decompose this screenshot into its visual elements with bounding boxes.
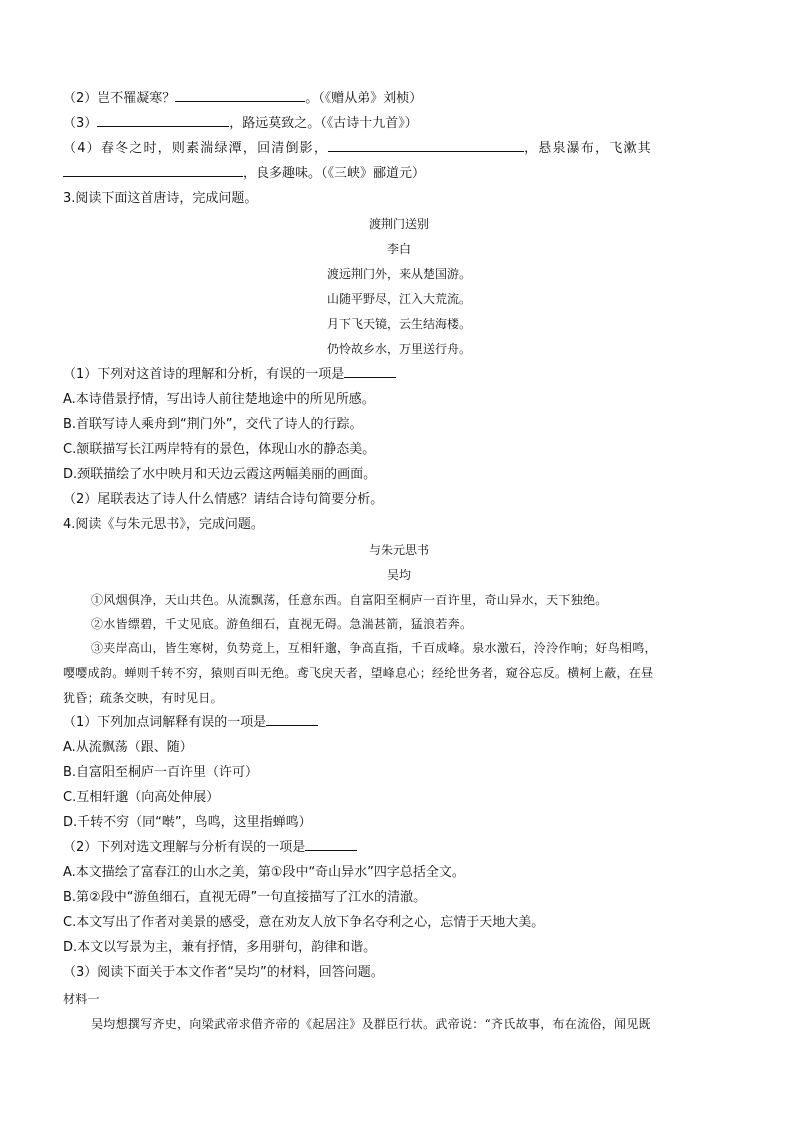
option-c: C.颔联描写长江两岸特有的景色，体现山水的静态美。 [63,442,376,457]
poem-line: 月下飞天镜，云生结海楼。 [326,317,471,331]
option-c: C.互相轩邈（向高处伸展） [63,790,220,805]
question-text: ，路远莫致之。（《古诗十九首》） [229,116,418,131]
sub-question-1 [63,365,735,385]
sub-question-2 [63,838,735,858]
option-b: B.首联写诗人乘舟到“荆门外”，交代了诗人的行踪。 [63,417,363,432]
question-text: （2）下列对选文理解与分析有误的一项是 [63,840,306,855]
material-label: 材料一 [63,992,100,1006]
sub-question-2: （2）尾联表达了诗人什么情感？请结合诗句简要分析。 [63,492,384,507]
option-d: D.千转不穷（同“啭”，鸟鸣，这里指蝉鸣） [63,815,312,830]
poem-author: 李白 [386,242,411,256]
question-text: （4）春冬之时，则素湍绿潭，回清倒影， [63,141,329,156]
essay-author: 吴均 [386,568,411,582]
question-text: （1）下列加点词解释有误的一项是 [63,715,267,730]
sub-question-1 [63,713,735,733]
essay-paragraph-3-cont: 嘤嘤成韵。蝉则千转不穷，猿则百叫无绝。鸢飞戾天者，望峰息心；经纶世务者，窥谷忘反。横柯上蔽，在昼 [63,666,654,680]
question-text: （1）下列对这首诗的理解和分析，有误的一项是 [63,367,345,382]
answer-blank[interactable] [344,365,396,378]
material-text: 吴均想撰写齐史，向梁武帝求借齐帝的《起居注》及群臣行状。武帝说：“齐氏故事，布在流俗，闻见既 [91,1017,651,1031]
question-4-intro: 4.阅读《与朱元思书》，完成问题。 [63,517,264,532]
essay-title: 与朱元思书 [368,543,429,557]
question-text: 。（《赠从弟》刘桢） [305,91,423,106]
answer-blank[interactable] [175,89,305,102]
option-c: C.本文写出了作者对美景的感受，意在劝友人放下争名夺利之心，忘情于天地大美。 [63,915,545,930]
poem-title: 渡荆门送别 [368,217,429,231]
poem-line: 渡远荆门外，来从楚国游。 [326,267,471,281]
sub-question-3: （3）阅读下面关于本文作者“吴均”的材料，回答问题。 [63,965,384,980]
answer-blank[interactable] [328,139,524,152]
option-a: A.本文描绘了富春江的山水之美，第①段中“奇山异水”四字总括全文。 [63,865,465,880]
option-d: D.本文以写景为主，兼有抒情，多用骈句，韵律和谐。 [63,940,377,955]
question-3-line [63,114,735,134]
option-b: B.第②段中“游鱼细石，直视无碍”一句直接描写了江水的清澈。 [63,890,427,905]
option-a: A.从流飘荡（跟、随） [63,740,193,755]
question-text: （2）岂不罹凝寒？ [63,91,176,106]
answer-blank[interactable] [63,164,243,177]
question-2-line [63,89,735,109]
answer-blank[interactable] [305,838,357,851]
question-4-line-cont [63,164,735,184]
poem-line: 山随平野尽，江入大荒流。 [326,292,471,306]
question-text: ，良多趣味。（《三峡》郦道元） [243,166,426,181]
essay-paragraph-1: ①风烟俱净，天山共色。从流飘荡，任意东西。自富阳至桐庐一百许里，奇山异水，天下独绝。 [91,593,608,607]
essay-paragraph-3-cont: 犹昏；疏条交映，有时见日。 [63,691,223,705]
poem-line: 仍怜故乡水，万里送行舟。 [326,342,471,356]
question-3-intro: 3.阅读下面这首唐诗，完成问题。 [63,191,258,206]
option-a: A.本诗借景抒情，写出诗人前往楚地途中的所见所感。 [63,392,375,407]
answer-blank[interactable] [266,713,318,726]
option-b: B.自富阳至桐庐一百许里（许可） [63,765,259,780]
question-4-line [63,139,735,159]
essay-paragraph-3: ③夹岸高山，皆生寒树，负势竞上，互相轩邈，争高直指，千百成峰。泉水激石，泠泠作响；好鸟相鸣， [91,641,657,655]
question-text: （3） [63,116,98,131]
option-d: D.颈联描绘了水中映月和天边云霞这两幅美丽的画面。 [63,467,377,482]
question-text: ，悬泉瀑布，飞漱其 [524,141,652,156]
answer-blank[interactable] [97,114,229,127]
essay-paragraph-2: ②水皆缥碧，千丈见底。游鱼细石，直视无碍。急湍甚箭，猛浪若奔。 [91,617,473,631]
